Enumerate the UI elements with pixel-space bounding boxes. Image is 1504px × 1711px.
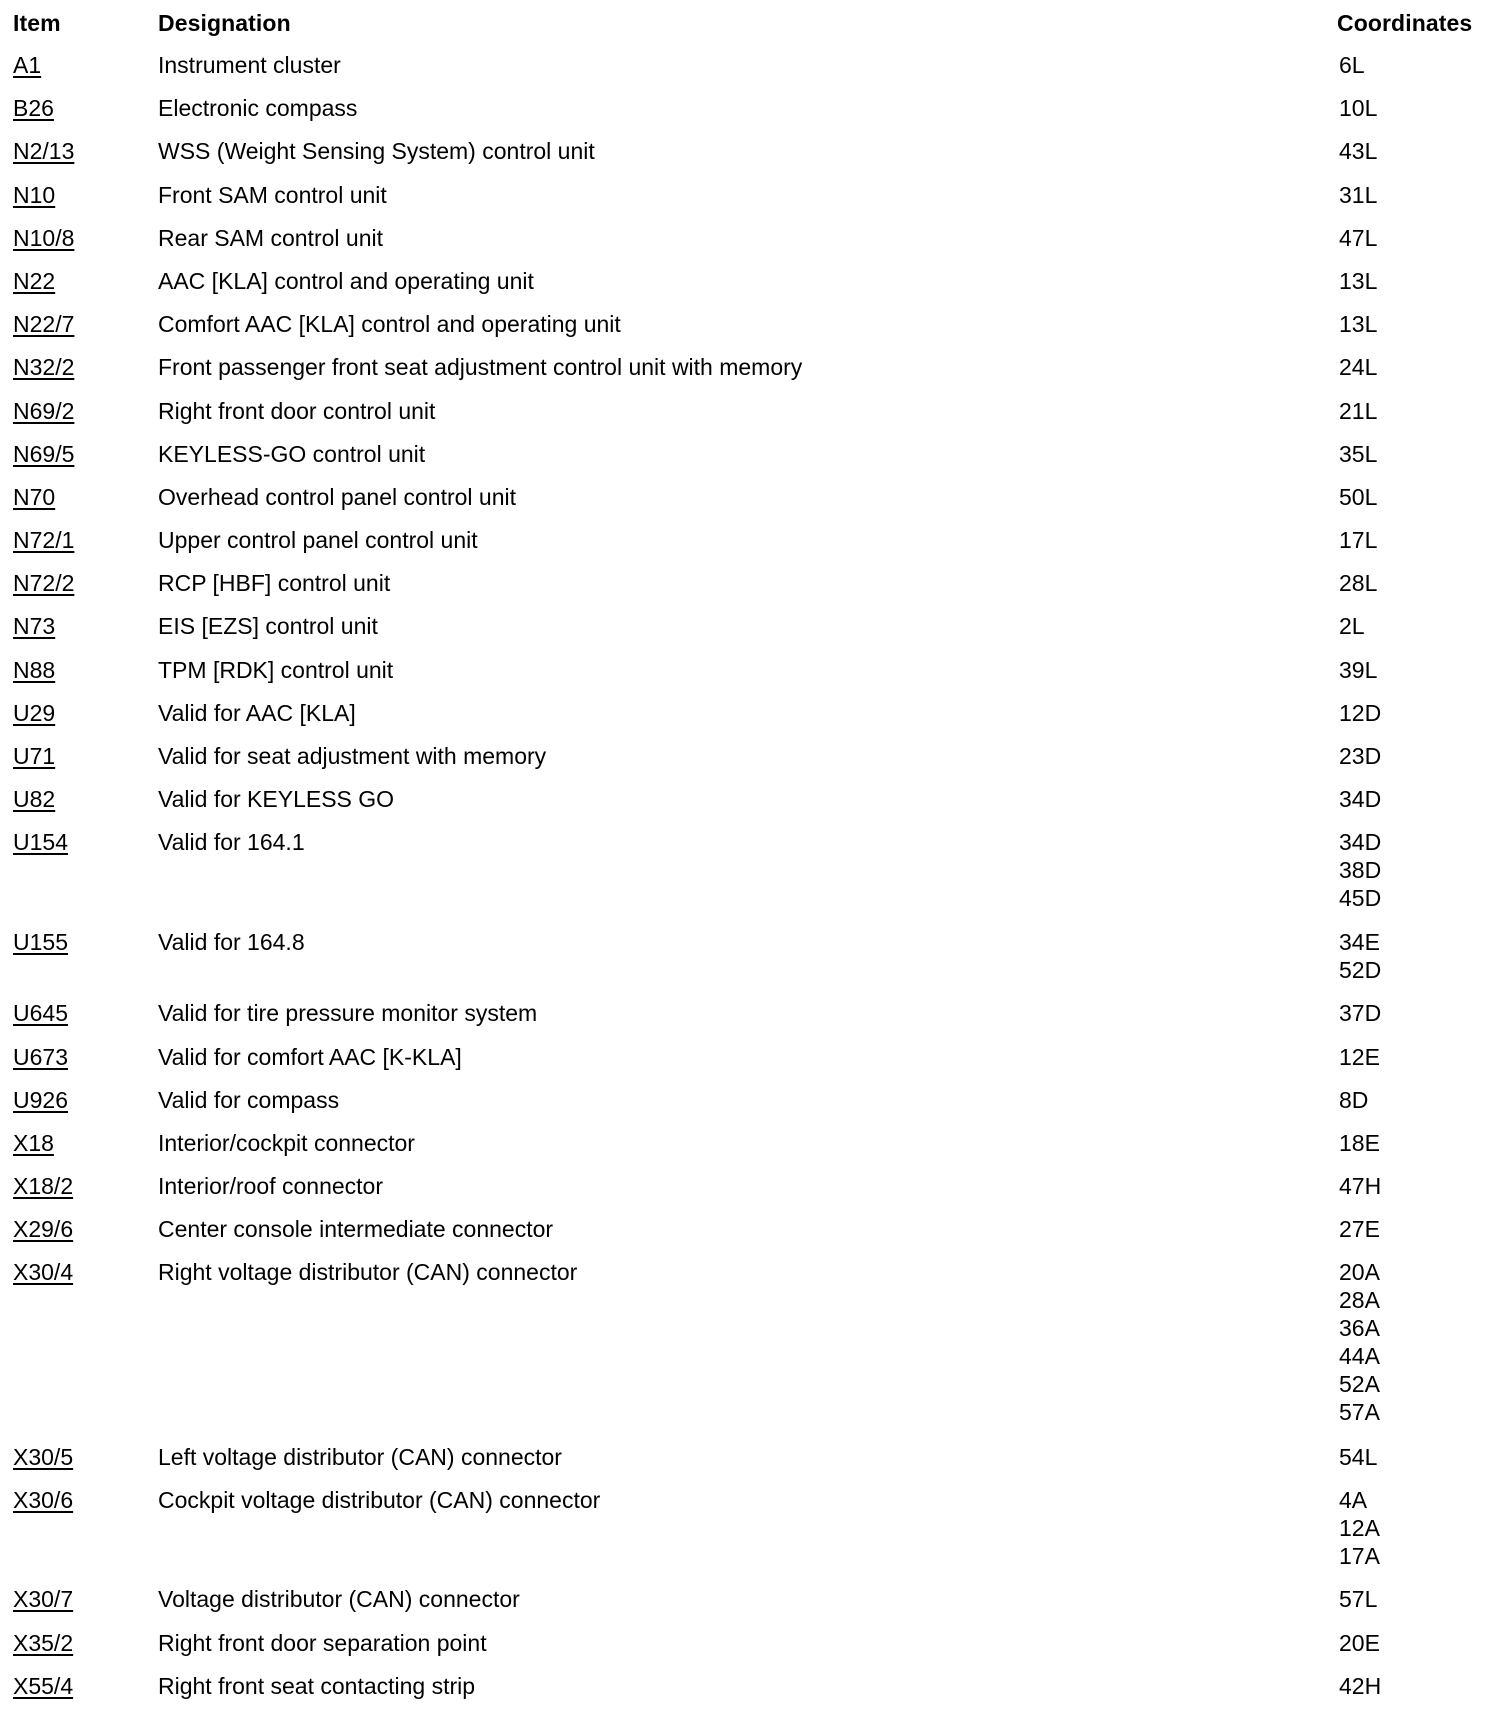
designation-text: Overhead control panel control unit (158, 483, 516, 510)
coordinates-cell (1339, 224, 1377, 252)
item-link[interactable]: X18 (13, 1129, 54, 1156)
coordinate-value: 12E (1339, 1043, 1380, 1070)
coordinate-value: 47H (1339, 1173, 1382, 1200)
designation-text: Valid for 164.1 (158, 829, 305, 856)
table-body (0, 47, 1504, 1711)
coordinate-value: 57A (1339, 1399, 1380, 1426)
designation-text: Right voltage distributor (CAN) connector (158, 1259, 578, 1286)
table-row (0, 1581, 1504, 1624)
designation-text: Right front door control unit (158, 397, 436, 424)
item-link[interactable]: N70 (13, 483, 56, 510)
coordinate-value: 23D (1339, 743, 1382, 769)
coordinates-cell (1339, 1258, 1380, 1426)
item-link[interactable]: U673 (13, 1043, 68, 1070)
coordinate-value: 17L (1339, 527, 1378, 554)
coordinate-value: 12D (1339, 699, 1382, 726)
item-link[interactable]: U82 (13, 786, 56, 813)
table-row (0, 652, 1504, 695)
coordinates-cell (1339, 1215, 1380, 1243)
item-link[interactable]: N10/8 (13, 224, 75, 251)
table-header (0, 6, 1504, 40)
item-link[interactable]: N10 (13, 181, 56, 208)
coordinates-cell (1339, 1129, 1380, 1157)
coordinate-value: 52A (1339, 1371, 1380, 1398)
designation-text: Comfort AAC [KLA] control and operating unit (158, 311, 621, 338)
item-link[interactable]: U29 (13, 699, 56, 726)
item-link[interactable]: N73 (13, 613, 56, 640)
coordinate-value: 34D (1339, 829, 1382, 856)
coordinates-cell (1339, 137, 1377, 165)
coordinate-value: 57L (1339, 1586, 1378, 1613)
coordinate-value: 52D (1339, 956, 1382, 983)
table-row (0, 1168, 1504, 1211)
coordinate-value: 34D (1339, 786, 1382, 813)
table-row (0, 479, 1504, 522)
designation-text: Front SAM control unit (158, 181, 387, 208)
table-row (0, 1625, 1504, 1668)
designation-text: Valid for KEYLESS GO (158, 786, 395, 813)
coordinates-cell (1339, 94, 1377, 122)
coordinate-value: 28A (1339, 1287, 1380, 1314)
designation-text: Cockpit voltage distributor (CAN) connector (158, 1486, 601, 1513)
item-link[interactable]: X18/2 (13, 1173, 74, 1200)
item-link[interactable]: U154 (13, 829, 68, 856)
coordinate-value: 12A (1339, 1514, 1380, 1541)
coordinates-cell (1339, 699, 1381, 727)
designation-text: Valid for compass (158, 1086, 340, 1113)
designation-text: Valid for seat adjustment with memory (158, 743, 547, 769)
coordinates-cell (1339, 612, 1365, 640)
item-link[interactable]: N69/5 (13, 440, 75, 467)
designation-text: TPM [RDK] control unit (158, 656, 394, 683)
designation-text: Rear SAM control unit (158, 224, 383, 251)
table-row (0, 1211, 1504, 1254)
designation-text: Instrument cluster (158, 52, 341, 78)
table-row (0, 1082, 1504, 1125)
designation-text: Valid for AAC [KLA] (158, 699, 356, 726)
coordinates-cell (1339, 928, 1381, 984)
item-link[interactable]: N88 (13, 656, 56, 683)
table-row (0, 90, 1504, 133)
coordinates-cell (1339, 1486, 1380, 1570)
coordinates-cell (1339, 181, 1377, 209)
header-designation: Designation (158, 10, 291, 36)
coordinates-cell (1339, 569, 1377, 597)
item-link[interactable]: X55/4 (13, 1672, 74, 1699)
table-row (0, 349, 1504, 392)
item-link[interactable]: U645 (13, 1000, 68, 1027)
coordinates-cell (1339, 1585, 1377, 1613)
item-link[interactable]: U926 (13, 1086, 68, 1113)
coordinate-value: 35L (1339, 440, 1378, 467)
designation-text: Valid for 164.8 (158, 928, 305, 955)
coordinates-cell (1339, 353, 1377, 381)
item-link[interactable]: U155 (13, 928, 68, 955)
table-row (0, 738, 1504, 781)
table-row (0, 1125, 1504, 1168)
coordinate-value: 31L (1339, 181, 1378, 208)
header-item: Item (13, 10, 61, 36)
item-link[interactable]: N72/2 (13, 570, 75, 597)
designation-text: Voltage distributor (CAN) connector (158, 1586, 520, 1613)
item-link[interactable]: N22 (13, 267, 56, 294)
item-link[interactable]: N22/7 (13, 311, 75, 338)
coordinates-cell (1339, 1629, 1380, 1657)
coordinates-cell (1339, 1672, 1381, 1700)
table-row (0, 924, 1504, 995)
designation-text: AAC [KLA] control and operating unit (158, 267, 534, 294)
coordinates-cell (1339, 440, 1377, 468)
item-link[interactable]: X30/5 (13, 1443, 74, 1470)
designation-text: Right front door separation point (158, 1629, 487, 1656)
table-row (0, 781, 1504, 824)
designation-text: Valid for comfort AAC [K-KLA] (158, 1043, 462, 1070)
item-link[interactable]: N32/2 (13, 354, 75, 381)
coordinates-cell (1339, 656, 1377, 684)
item-link[interactable]: B26 (13, 95, 54, 122)
coordinate-value: 43L (1339, 138, 1378, 165)
table-row (0, 393, 1504, 436)
coordinate-value: 36A (1339, 1315, 1380, 1342)
designation-text: Right front seat contacting strip (158, 1672, 476, 1699)
table-row (0, 1254, 1504, 1438)
item-link[interactable]: X30/7 (13, 1586, 74, 1613)
table-row (0, 177, 1504, 220)
coordinate-value: 39L (1339, 656, 1378, 683)
coordinate-value: 18E (1339, 1129, 1380, 1156)
table-row (0, 220, 1504, 263)
coordinates-cell (1339, 1443, 1377, 1471)
coordinate-value: 8D (1339, 1086, 1369, 1113)
table-row (0, 47, 1504, 90)
coordinate-value: 10L (1339, 95, 1378, 122)
table-row (0, 695, 1504, 738)
table-row (0, 608, 1504, 651)
item-link[interactable]: X30/4 (13, 1259, 74, 1286)
coordinate-value: 13L (1339, 267, 1378, 294)
coordinate-value: 20E (1339, 1629, 1380, 1656)
coordinate-value: 6L (1339, 52, 1365, 78)
designation-text: RCP [HBF] control unit (158, 570, 391, 597)
coordinates-cell (1339, 999, 1381, 1027)
coordinate-value: 17A (1339, 1542, 1380, 1569)
coordinate-value: 50L (1339, 483, 1378, 510)
coordinates-cell (1339, 1043, 1380, 1071)
designation-text: Interior/roof connector (158, 1173, 384, 1200)
item-link[interactable]: X30/6 (13, 1486, 74, 1513)
designation-text: Left voltage distributor (CAN) connector (158, 1443, 562, 1470)
coordinate-value: 44A (1339, 1343, 1380, 1370)
item-link[interactable]: X29/6 (13, 1216, 74, 1243)
header-coordinates: Coordinates (1337, 10, 1473, 36)
coordinate-value: 27E (1339, 1216, 1380, 1243)
coordinates-cell (1339, 267, 1377, 295)
designation-text: Valid for tire pressure monitor system (158, 1000, 538, 1027)
designation-text: Front passenger front seat adjustment control unit with memory (158, 354, 803, 381)
item-link[interactable]: X35/2 (13, 1629, 74, 1656)
coordinate-value: 47L (1339, 224, 1378, 251)
table-row (0, 995, 1504, 1038)
table-row (0, 1668, 1504, 1711)
designation-text: Electronic compass (158, 95, 358, 122)
coordinates-cell (1339, 310, 1377, 338)
coordinate-value: 34E (1339, 928, 1380, 955)
coordinates-cell (1339, 526, 1377, 554)
item-link[interactable]: N72/1 (13, 527, 75, 554)
coordinates-cell (1339, 1086, 1368, 1114)
item-link[interactable]: N2/13 (13, 138, 75, 165)
designation-text: EIS [EZS] control unit (158, 613, 378, 640)
coordinate-value: 2L (1339, 613, 1365, 640)
coordinate-value: 4A (1339, 1486, 1368, 1513)
coordinates-cell (1339, 397, 1377, 425)
designation-text: Upper control panel control unit (158, 527, 478, 554)
coordinate-value: 42H (1339, 1672, 1382, 1699)
coordinate-value: 38D (1339, 857, 1382, 884)
table-row (0, 133, 1504, 176)
designation-text: Interior/cockpit connector (158, 1129, 415, 1156)
coordinate-value: 24L (1339, 354, 1378, 381)
coordinate-value: 21L (1339, 397, 1378, 424)
coordinate-value: 45D (1339, 885, 1382, 912)
coordinate-value: 37D (1339, 1000, 1382, 1027)
coordinates-cell (1339, 828, 1381, 912)
table-row (0, 263, 1504, 306)
coordinate-value: 13L (1339, 311, 1378, 338)
table-row (0, 306, 1504, 349)
designation-text: Center console intermediate connector (158, 1216, 554, 1243)
coordinate-value: 20A (1339, 1259, 1380, 1286)
table-row (0, 824, 1504, 924)
coordinates-cell (1339, 51, 1365, 79)
table-row (0, 436, 1504, 479)
designation-text: KEYLESS-GO control unit (158, 440, 426, 467)
table-row (0, 1439, 1504, 1482)
table-row (0, 1039, 1504, 1082)
designation-text: WSS (Weight Sensing System) control unit (158, 138, 595, 165)
table-row (0, 565, 1504, 608)
table-row (0, 1482, 1504, 1582)
item-link[interactable]: U71 (13, 743, 56, 769)
coordinate-value: 54L (1339, 1443, 1378, 1470)
coordinates-cell (1339, 483, 1377, 511)
item-link[interactable]: N69/2 (13, 397, 75, 424)
coordinates-cell (1339, 1172, 1381, 1200)
table-row (0, 522, 1504, 565)
coordinate-value: 28L (1339, 570, 1378, 597)
coordinates-cell (1339, 785, 1381, 813)
coordinates-cell (1339, 742, 1381, 770)
item-link[interactable]: A1 (13, 52, 42, 78)
